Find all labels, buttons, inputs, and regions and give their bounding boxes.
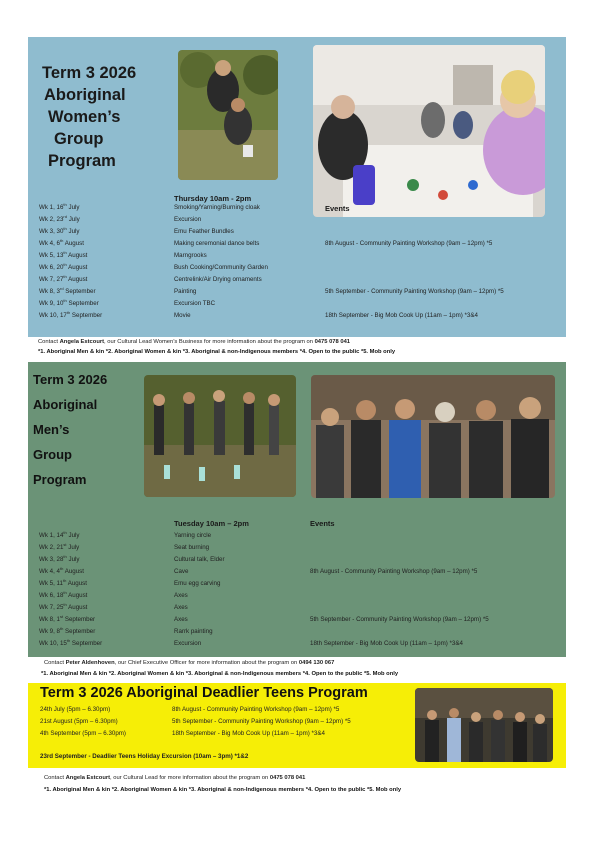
activity: Marngrooks [174, 252, 207, 259]
womens-events-header: Events [325, 204, 350, 213]
week-label: Wk 5, 11th August [39, 577, 87, 587]
week-label: Wk 2, 23rd July [39, 213, 80, 223]
mens-group-photo [311, 375, 555, 498]
activity: Axes [174, 616, 188, 623]
activity: Excursion [174, 216, 202, 223]
activity: Excursion TBC [174, 300, 216, 307]
table-row [39, 590, 559, 602]
activity: Axes [174, 604, 188, 611]
teens-event: 8th August - Community Painting Workshop (9am – 12pm) *5 [172, 706, 340, 713]
activity: Making ceremonial dance belts [174, 240, 260, 247]
event: 18th September - Big Mob Cook Up (11am – 1pm) *3&4 [310, 640, 463, 647]
table-row [39, 250, 559, 262]
week-label: Wk 9, 8th September [39, 625, 96, 635]
week-label: Wk 4, 6th August [39, 237, 84, 247]
event: 8th August - Community Painting Workshop (9am – 12pm) *5 [310, 568, 478, 575]
mens-planting-photo [144, 375, 296, 497]
table-row [39, 626, 559, 638]
week-label: Wk 3, 30th July [39, 225, 80, 235]
week-label: Wk 3, 28th July [39, 553, 80, 563]
activity: Seat burning [174, 544, 210, 551]
womens-key: *1. Aboriginal Men & kin *2. Aboriginal Women & kin *3. Aboriginal & non-Indigenous members *4. Open to the public *5. Mob only [38, 349, 396, 355]
table-row [39, 542, 559, 554]
activity: Emu egg carving [174, 580, 221, 587]
activity: Centrelink/Air Drying ornaments [174, 276, 262, 283]
title-line: Group [33, 447, 72, 462]
event: 8th August - Community Painting Workshop (9am – 12pm) *5 [325, 240, 493, 247]
teens-session: 21st August (5pm – 6.30pm) [40, 718, 118, 725]
title-line: Women’s [48, 108, 121, 126]
mens-key: *1. Aboriginal Men & kin *2. Aboriginal Women & kin *3. Aboriginal & non-Indigenous members *4. Open to the public *5. Mob only [41, 671, 399, 677]
mens-contact: Contact Peter Aldenhoven, our Chief Executive Officer for more information about the program on 0494 130 067 [44, 660, 335, 666]
week-label: Wk 1, 14th July [39, 529, 80, 539]
week-label: Wk 8, 1st September [39, 613, 96, 623]
title-line: Program [33, 472, 87, 487]
mens-program-section [28, 362, 566, 657]
event: 18th September - Big Mob Cook Up (11am – 1pm) *3&4 [325, 312, 478, 319]
title-line: Term 3 2026 [42, 64, 137, 82]
activity: Emu Feather Bundles [174, 228, 234, 235]
mens-program-title [33, 367, 143, 492]
week-label: Wk 7, 27th August [39, 273, 88, 283]
title-line: Term 3 2026 [33, 372, 108, 387]
activity: Yarning circle [174, 532, 212, 539]
activity: Painting [174, 288, 197, 295]
week-label: Wk 6, 20th August [39, 261, 88, 271]
activity: Smoking/Yarning/Burning cloak [174, 204, 260, 211]
event: 5th September - Community Painting Workshop (9am – 12pm) *5 [325, 288, 504, 295]
week-label: Wk 10, 17th September [39, 309, 103, 319]
week-label: Wk 9, 10th September [39, 297, 99, 307]
week-label: Wk 4, 4th August [39, 565, 84, 575]
table-row [39, 262, 559, 274]
teens-session: 4th September (5pm – 6.30pm) [40, 730, 126, 737]
title-line: Aboriginal [33, 397, 98, 412]
week-label: Wk 1, 16th July [39, 201, 80, 211]
teens-excursion: 23rd September - Deadlier Teens Holiday Excursion (10am – 3pm) *1&2 [40, 753, 249, 760]
teens-program-title: Term 3 2026 Aboriginal Deadlier Teens Program [40, 685, 368, 701]
teens-contact: Contact Angela Estcourt, our Cultural Lead for more information about the program on 0475 078 041 [44, 775, 306, 781]
teens-group-photo [415, 688, 553, 762]
activity: Cave [174, 568, 189, 575]
mens-day-header: Tuesday 10am – 2pm [174, 519, 249, 528]
teens-event: 18th September - Big Mob Cook Up (11am – 1pm) *3&4 [172, 730, 325, 737]
table-row [39, 530, 559, 542]
table-row [39, 238, 559, 250]
title-line: Men’s [33, 422, 70, 437]
title-line: Program [48, 152, 116, 170]
teens-event: 5th September - Community Painting Workshop (9am – 12pm) *5 [172, 718, 351, 725]
table-row [39, 286, 559, 298]
womens-program-title [42, 62, 162, 172]
week-label: Wk 2, 21st July [39, 541, 80, 551]
table-row [39, 214, 559, 226]
activity: Excursion [174, 640, 202, 647]
week-label: Wk 10, 15th September [39, 637, 103, 647]
table-row [39, 274, 559, 286]
mens-schedule [39, 530, 559, 655]
womens-day-header: Thursday 10am - 2pm [174, 194, 252, 203]
teens-key: *1. Aboriginal Men & kin *2. Aboriginal Women & kin *3. Aboriginal & non-Indigenous members *4. Open to the public *5. Mob only [44, 787, 402, 793]
title-line: Aboriginal [44, 86, 126, 104]
activity: Movie [174, 312, 191, 319]
week-label: Wk 6, 18th August [39, 589, 88, 599]
table-row [39, 614, 559, 626]
mens-events-header: Events [310, 519, 335, 528]
womens-garden-photo [178, 50, 278, 180]
activity: Cultural talk, Elder [174, 556, 225, 563]
table-row [39, 578, 559, 590]
teens-session: 24th July (5pm – 6.30pm) [40, 706, 111, 713]
title-line: Group [54, 130, 104, 148]
table-row [39, 638, 559, 650]
table-row [39, 566, 559, 578]
event: 5th September - Community Painting Workshop (9am – 12pm) *5 [310, 616, 489, 623]
week-label: Wk 5, 13th August [39, 249, 88, 259]
table-row [39, 554, 559, 566]
table-row [39, 226, 559, 238]
table-row [39, 602, 559, 614]
womens-program-section [28, 37, 566, 337]
womens-schedule [39, 202, 559, 327]
table-row [39, 298, 559, 310]
womens-contact: Contact Angela Estcourt, our Cultural Lead Women’s Business for more information about the program on 0475 078 041 [38, 339, 351, 345]
table-row [39, 310, 559, 322]
activity: Axes [174, 592, 188, 599]
activity: Bush Cooking/Community Garden [174, 264, 268, 271]
teens-program-section [28, 683, 566, 768]
table-row [39, 202, 559, 214]
week-label: Wk 7, 25th August [39, 601, 88, 611]
activity: Rarrk painting [174, 628, 213, 635]
week-label: Wk 8, 3rd September [39, 285, 96, 295]
womens-painting-photo [313, 45, 545, 217]
